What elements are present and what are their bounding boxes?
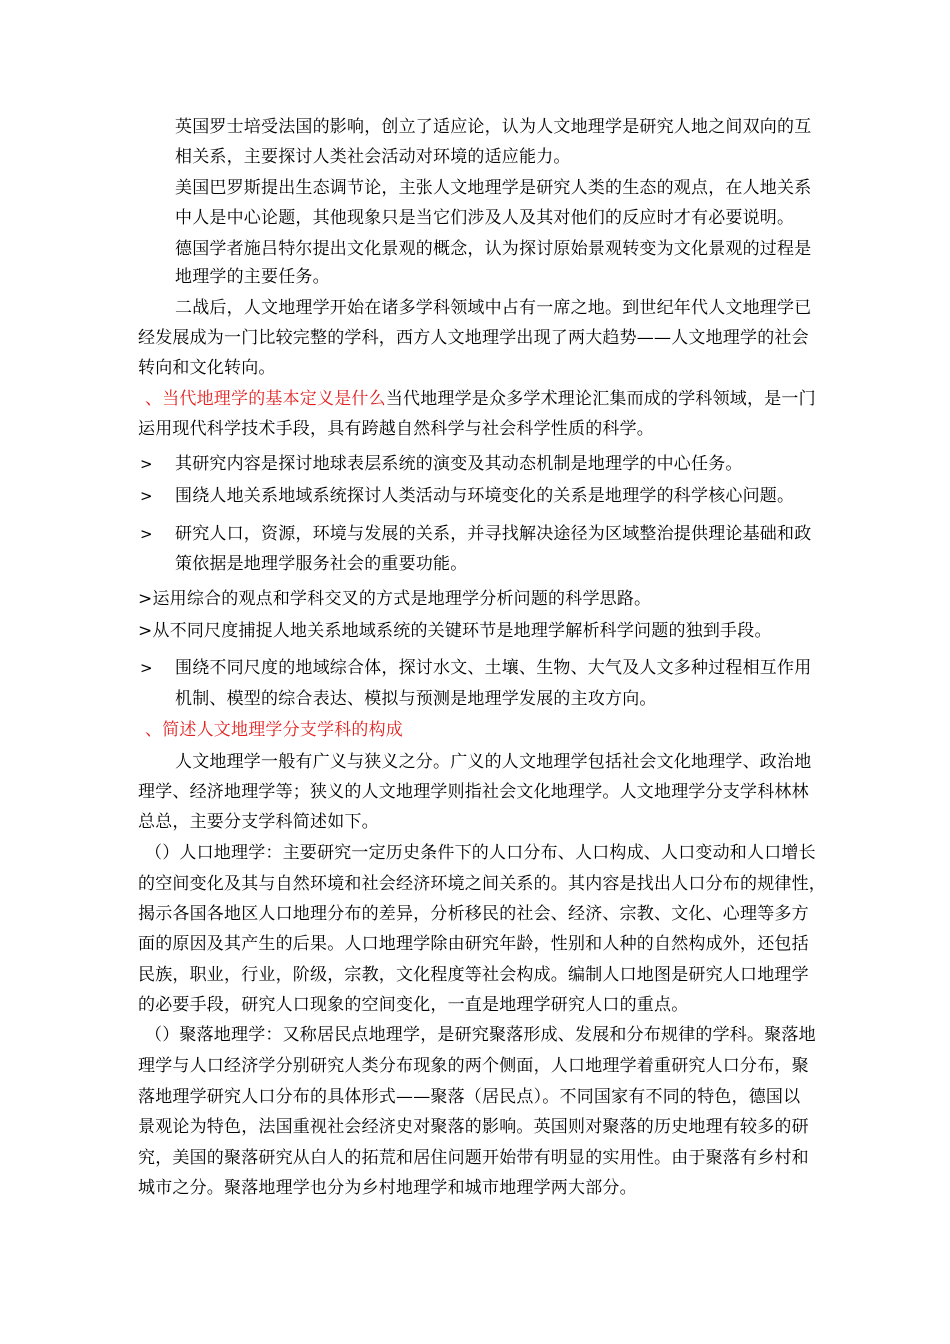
paragraph-line: 揭示各国各地区人口地理分布的差异，分析移民的社会、经济、宗教、文化、心理等多方	[138, 904, 809, 924]
bullet-text: 围绕不同尺度的地域综合体，探讨水文、土壤、生物、大气及人文多种过程相互作用	[175, 658, 812, 678]
bullet-marker: >	[140, 659, 153, 677]
paragraph-line: 地理学的主要任务。	[175, 267, 330, 287]
bullet-text: >从不同尺度捕捉人地关系地域系统的关键环节是地理学解析科学问题的独到手段。	[138, 621, 772, 641]
paragraph-line: 理学、经济地理学等；狭义的人文地理学则指社会文化地理学。人文地理学分支学科林林	[138, 782, 809, 802]
question-text: 当代地理学是众多学术理论汇集而成的学科领域，是一门	[385, 389, 816, 409]
bullet-text: 机制、模型的综合表达、模拟与预测是地理学发展的主攻方向。	[175, 689, 657, 709]
paragraph-line: 人文地理学一般有广义与狭义之分。广义的人文地理学包括社会文化地理学、政治地	[175, 752, 812, 772]
paragraph-line: 中人是中心论题，其他现象只是当它们涉及人及其对他们的反应时才有必要说明。	[175, 208, 795, 228]
paragraph-line: 美国巴罗斯提出生态调节论，主张人文地理学是研究人类的生态的观点，在人地关系	[175, 178, 812, 198]
paragraph-line: 相关系，主要探讨人类社会活动对环境的适应能力。	[175, 147, 571, 167]
paragraph-line: 城市之分。聚落地理学也分为乡村地理学和城市地理学两大部分。	[138, 1178, 637, 1198]
paragraph-line: 理学与人口经济学分别研究人类分布现象的两个侧面，人口地理学着重研究人口分布，聚	[138, 1056, 809, 1076]
paragraph-line: 景观论为特色，法国重视社会经济史对聚落的影响。英国则对聚落的历史地理有较多的研	[138, 1117, 809, 1137]
paragraph-line: 的空间变化及其与自然环境和社会经济环境之间关系的。其内容是找出人口分布的规律性，	[138, 874, 826, 894]
paragraph-line: （）聚落地理学：又称居民点地理学，是研究聚落形成、发展和分布规律的学科。聚落地	[145, 1025, 816, 1045]
bullet-marker: >	[140, 487, 153, 505]
question-line	[145, 388, 816, 410]
paragraph-line: 落地理学研究人口分布的具体形式——聚落（居民点）。不同国家有不同的特色，德国以	[138, 1087, 801, 1107]
paragraph-line: 经发展成为一门比较完整的学科，西方人文地理学出现了两大趋势——人文地理学的社会	[138, 328, 809, 348]
bullet-marker: >	[140, 525, 153, 543]
question-heading: 、简述人文地理学分支学科的构成	[145, 720, 403, 740]
paragraph-line: 民族，职业，行业，阶级，宗教，文化程度等社会构成。编制人口地图是研究人口地理学	[138, 965, 809, 985]
bullet-text: 策依据是地理学服务社会的重要功能。	[175, 554, 468, 574]
paragraph-line: 德国学者施吕特尔提出文化景观的概念，认为探讨原始景观转变为文化景观的过程是	[175, 239, 812, 259]
paragraph-line: 转向和文化转向。	[138, 358, 276, 378]
paragraph-line: 总总，主要分支学科简述如下。	[138, 812, 379, 832]
bullet-text: 研究人口，资源，环境与发展的关系，并寻找解决途径为区域整治提供理论基础和政	[175, 524, 812, 544]
paragraph-line: 的必要手段，研究人口现象的空间变化，一直是地理学研究人口的重点。	[138, 995, 689, 1015]
bullet-text: 围绕人地关系地域系统探讨人类活动与环境变化的关系是地理学的科学核心问题。	[175, 486, 795, 506]
paragraph-line: 运用现代科学技术手段，具有跨越自然科学与社会科学性质的科学。	[138, 419, 654, 439]
paragraph-line: （）人口地理学：主要研究一定历史条件下的人口分布、人口构成、人口变动和人口增长	[145, 843, 816, 863]
bullet-text: >运用综合的观点和学科交叉的方式是地理学分析问题的科学思路。	[138, 589, 652, 609]
bullet-marker: >	[140, 455, 153, 473]
paragraph-line: 面的原因及其产生的后果。人口地理学除由研究年龄，性别和人种的自然构成外，还包括	[138, 934, 809, 954]
bullet-text: 其研究内容是探讨地球表层系统的演变及其动态机制是地理学的中心任务。	[175, 454, 743, 474]
question-heading: 、当代地理学的基本定义是什么	[145, 389, 386, 409]
paragraph-line: 究，美国的聚落研究从白人的拓荒和居住问题开始带有明显的实用性。由于聚落有乡村和	[138, 1148, 809, 1168]
paragraph-line: 二战后，人文地理学开始在诸多学科领域中占有一席之地。到世纪年代人文地理学已	[175, 298, 812, 318]
paragraph-line: 英国罗士培受法国的影响，创立了适应论，认为人文地理学是研究人地之间双向的互	[175, 117, 812, 137]
